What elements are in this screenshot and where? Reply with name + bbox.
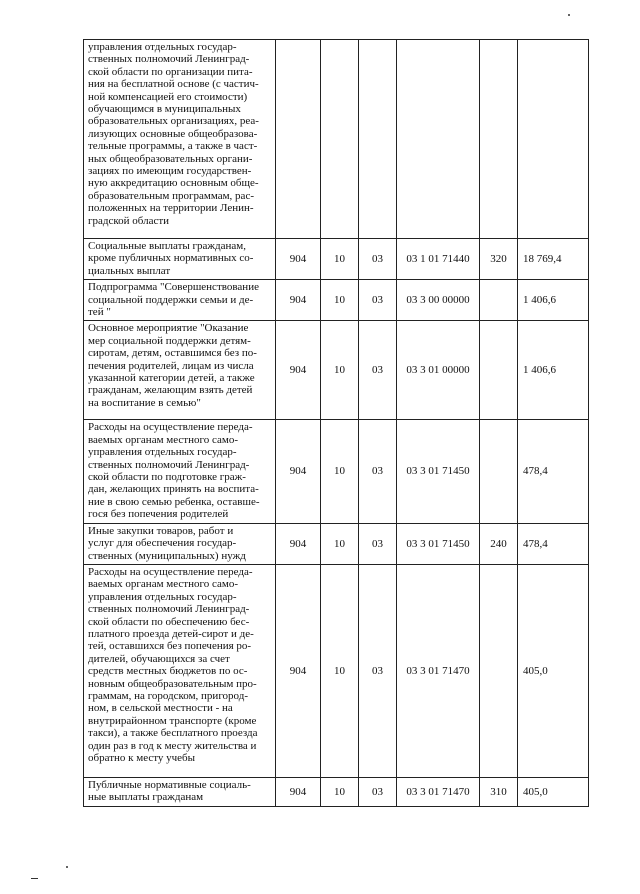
expense-type-code-cell [480,777,518,806]
target-article-code-cell [397,777,480,806]
ministry-code-cell [276,523,321,564]
subsection-code-cell [359,321,397,420]
subsection-code-cell [359,523,397,564]
target-article-code: 03 3 01 71470 [406,664,470,677]
row-description: Социальные выплаты гражданам, кроме публичных нормативных со- циальных выплат [88,240,254,277]
row-description: Подпрограмма "Совершенствование социальной поддержки семьи и де- тей " [88,281,259,319]
ministry-code-cell [276,321,321,420]
amount-cell [518,321,589,420]
row-description: Иные закупки товаров, работ и услуг для обеспечения государ- ственных (муниципальных) нужд [88,524,246,562]
amount: 478,4 [523,465,548,478]
section-code-cell [321,777,359,806]
subsection-code: 03 [372,785,383,798]
subsection-code: 03 [372,364,383,377]
amount: 405,0 [523,785,548,798]
expense-type-code-cell [480,564,518,777]
scan-speck [568,14,570,16]
table-row [84,523,589,564]
scan-speck [66,866,68,868]
section-code: 10 [334,252,345,265]
ministry-code: 904 [289,364,307,377]
target-article-code: 03 3 01 00000 [406,364,470,377]
section-code: 10 [334,785,345,798]
section-code: 10 [334,664,345,677]
ministry-code-cell [276,564,321,777]
expense-type-code: 310 [490,785,507,798]
expense-type-code: 320 [490,252,507,265]
amount-cell [518,777,589,806]
section-code-cell [321,523,359,564]
target-article-code-cell [397,321,480,420]
target-article-code-cell [397,239,480,280]
row-description-cell [84,420,276,523]
amount-cell [518,280,589,321]
amount: 405,0 [523,664,548,677]
ministry-code-cell [276,40,321,239]
row-description: Публичные нормативные социаль- ные выплаты гражданам [88,778,251,804]
ministry-code: 904 [289,785,307,798]
amount-cell [518,239,589,280]
expense-type-code-cell [480,40,518,239]
amount: 1 406,6 [523,364,556,377]
section-code-cell [321,420,359,523]
amount-cell [518,564,589,777]
target-article-code: 03 3 00 00000 [406,294,470,307]
row-description: Расходы на осуществление переда- ваемых органам местного само- управления отдельных государ- ственных полномочий Ленинград- ской области по обеспечению бес- платного проезда детей-сирот и де- тей, оставшихся без попечения ро- дителей, обучающихся за счет средств местных бюджетов по ос- новным общеобразовательным про- граммам, на городском, пригород- ном, в сельской местности - на внутрирайонном транспорте (кроме такси), а также бесплатного проезда один раз в год к месту жительства и обратно к месту учебы [88,565,258,764]
row-description-cell [84,777,276,806]
section-code-cell [321,321,359,420]
expense-type-code: 240 [490,537,507,550]
ministry-code-cell [276,280,321,321]
row-description-cell [84,40,276,239]
ministry-code: 904 [289,294,307,307]
target-article-code: 03 1 01 71440 [406,252,470,265]
target-article-code-cell [397,564,480,777]
table-row [84,564,589,777]
table-row [84,321,589,420]
amount-cell [518,420,589,523]
amount: 1 406,6 [523,294,556,307]
ministry-code-cell [276,239,321,280]
subsection-code-cell [359,777,397,806]
subsection-code: 03 [372,537,383,550]
table-row [84,420,589,523]
section-code: 10 [334,465,345,478]
subsection-code: 03 [372,664,383,677]
ministry-code: 904 [289,537,307,550]
subsection-code: 03 [372,294,383,307]
subsection-code-cell [359,239,397,280]
scan-speck [31,878,38,879]
table-row [84,777,589,806]
amount-cell [518,523,589,564]
expense-type-code-cell [480,321,518,420]
row-description-cell [84,321,276,420]
section-code-cell [321,40,359,239]
row-description-cell [84,523,276,564]
section-code-cell [321,280,359,321]
subsection-code: 03 [372,252,383,265]
ministry-code: 904 [289,465,307,478]
subsection-code-cell [359,280,397,321]
section-code-cell [321,564,359,777]
ministry-code: 904 [289,664,307,677]
row-description: управления отдельных государ- ственных полномочий Ленинград- ской области по организации пита- ния на бесплатной основе (с частич- ной компенсацией его стоимости) обучающимся в муниципальных образовательных организациях, реа- лизующих основные общеобразова- тельные программы, а также в част- ных общеобразовательных органи- зациях по имеющим государствен- ную аккредитацию основным обще- образовательным программам, рас- положенных на территории Ленин- градской области [88,41,259,227]
subsection-code: 03 [372,465,383,478]
amount-cell [518,40,589,239]
subsection-code-cell [359,40,397,239]
subsection-code-cell [359,420,397,523]
section-code: 10 [334,537,345,550]
expense-type-code-cell [480,280,518,321]
target-article-code: 03 3 01 71470 [406,785,470,798]
section-code: 10 [334,364,345,377]
expense-type-code-cell [480,420,518,523]
table-row [84,280,589,321]
ministry-code-cell [276,777,321,806]
row-description-cell [84,564,276,777]
section-code: 10 [334,294,345,307]
ministry-code: 904 [289,252,307,265]
expense-type-code-cell [480,523,518,564]
target-article-code-cell [397,40,480,239]
amount: 478,4 [523,537,548,550]
expense-type-code-cell [480,239,518,280]
table-row [84,40,589,239]
target-article-code-cell [397,420,480,523]
subsection-code-cell [359,564,397,777]
row-description-cell [84,280,276,321]
row-description-cell [84,239,276,280]
amount: 18 769,4 [523,252,562,265]
row-description: Основное мероприятие "Оказание мер социальной поддержки детям- сиротам, детям, оставшимся без по- печения родителей, лицам из числа указанной категории детей, а также гражданам, желающим взять детей на воспитание в семью" [88,322,257,409]
section-code-cell [321,239,359,280]
target-article-code-cell [397,523,480,564]
ministry-code-cell [276,420,321,523]
row-description: Расходы на осуществление переда- ваемых органам местного само- управления отдельных государ- ственных полномочий Ленинград- ской области по подготовке граж- дан, желающих принять на воспита- ние в свою семью ребенка, оставше- гося без попечения родителей [88,421,260,521]
table-row [84,239,589,280]
target-article-code: 03 3 01 71450 [406,537,470,550]
target-article-code-cell [397,280,480,321]
budget-table [83,39,589,807]
target-article-code: 03 3 01 71450 [406,465,470,478]
